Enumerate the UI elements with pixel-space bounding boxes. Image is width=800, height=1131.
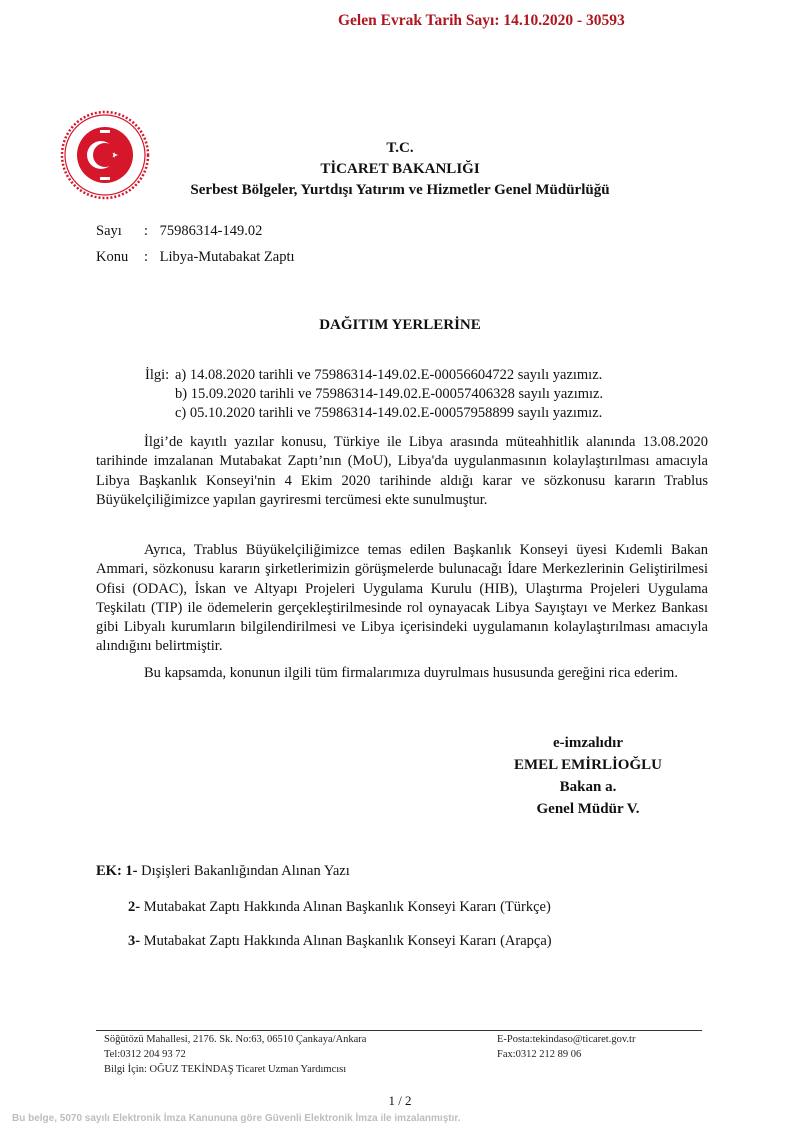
esign-note: e-imzalıdır	[553, 735, 623, 751]
sayi-value: 75986314-149.02	[159, 223, 263, 239]
attachments-label: EK:	[96, 863, 122, 879]
reference-list	[145, 366, 603, 423]
footer-address: Söğütözü Mahallesi, 2176. Sk. No:63, 06510 Çankaya/Ankara	[104, 1034, 367, 1045]
attachment-item[interactable]: 2- Mutabakat Zaptı Hakkında Alınan Başkanlık Konseyi Kararı (Türkçe)	[128, 899, 551, 915]
body-paragraph-2: Ayrıca, Trablus Büyükelçiliğimizce temas edilen Başkanlık Konseyi üyesi Kıdemli Bakan Ammari, sözkonusu kararın şirketlerimizin görüşmelerde bulunacağı İdare Merkezlerinin Geliştirilmesi Ofisi (ODAC), İskan ve Altyapı Projeleri Uygulama Kurulu (HIB), Ulaştırma Projeleri Uygulama Teşkilatı (TIP) ile ödemelerin gerçekleştirilmesinde rol oynayacak Libya Sayıştayı ve Merkez Bankası gibi Libyalı kurumların bilgilendirilmesi ve Libya içerisindeki uygulamanın kolaylaştırılması amacıyla alındığını belirtmiştir.	[96, 542, 708, 655]
sayi-separator: :	[144, 223, 149, 239]
konu-label: Konu	[96, 249, 129, 265]
header-ministry: TİCARET BAKANLIĞI	[320, 161, 480, 177]
footer-divider	[96, 1030, 702, 1031]
sayi-row	[96, 223, 262, 240]
page-number: 1 / 2	[388, 1093, 412, 1108]
document-header	[150, 138, 650, 201]
signer-name: EMEL EMİRLİOĞLU	[514, 757, 662, 773]
incoming-document-stamp: Gelen Evrak Tarih Sayı: 14.10.2020 - 30593	[338, 12, 625, 29]
reference-item: c) 05.10.2020 tarihli ve 75986314-149.02.E-00057958899 sayılı yazımız.	[175, 405, 603, 421]
konu-separator: :	[144, 249, 149, 265]
reference-item: b) 15.09.2020 tarihli ve 75986314-149.02.E-00057406328 sayılı yazımız.	[175, 386, 604, 402]
footer-info: Bilgi İçin: OĞUZ TEKİNDAŞ Ticaret Uzman Yardımcısı	[104, 1064, 347, 1075]
signer-title-1: Bakan a.	[559, 779, 617, 795]
footer-fax: Fax:0312 212 89 06	[497, 1049, 582, 1060]
attachment-item[interactable]: EK: 1- Dışişleri Bakanlığından Alınan Yazı	[96, 863, 350, 879]
attachment-item[interactable]: 3- Mutabakat Zaptı Hakkında Alınan Başkanlık Konseyi Kararı (Arapça)	[128, 933, 552, 949]
esign-notice: Bu belge, 5070 sayılı Elektronik İmza Kanununa göre Güvenli Elektronik İmza ile imzalanmıştır.	[12, 1113, 461, 1124]
footer-email[interactable]: E-Posta:tekindaso@ticaret.gov.tr	[497, 1034, 636, 1045]
header-tc: T.C.	[386, 140, 414, 156]
signer-title-2: Genel Müdür V.	[536, 801, 640, 817]
body-paragraph-3: Bu kapsamda, konunun ilgili tüm firmalarımıza duyrulmaıs hususunda gereğini rica ederim.	[144, 665, 678, 681]
reference-label: İlgi:	[145, 367, 170, 383]
ministry-seal-icon	[60, 110, 150, 200]
signature-block	[488, 732, 688, 820]
recipient-heading: DAĞITIM YERLERİNE	[319, 317, 481, 333]
konu-row	[96, 249, 295, 266]
footer-tel: Tel:0312 204 93 72	[104, 1049, 186, 1060]
sayi-label: Sayı	[96, 223, 122, 239]
body-paragraph-1: İlgi’de kayıtlı yazılar konusu, Türkiye ile Libya arasında müteahhitlik alanında 13.08.2020 tarihinde imzalanan Mutabakat Zaptı’nın (MoU), Libya'da uygulanmasının kolaylaştırılması amacıyla Libya Başkanlık Konseyi'nin 4 Ekim 2020 tarihinde aldığı karar ve sözkonusu kararın Trablus Büyükelçiliğimizce yapılan gayriresmi tercümesi ekte sunulmuştur.	[96, 434, 708, 508]
konu-value: Libya-Mutabakat Zaptı	[159, 249, 295, 265]
header-directorate: Serbest Bölgeler, Yurtdışı Yatırım ve Hizmetler Genel Müdürlüğü	[190, 182, 610, 198]
reference-item: İlgi: a) 14.08.2020 tarihli ve 75986314-149.02.E-00056604722 sayılı yazımız.	[145, 367, 603, 383]
